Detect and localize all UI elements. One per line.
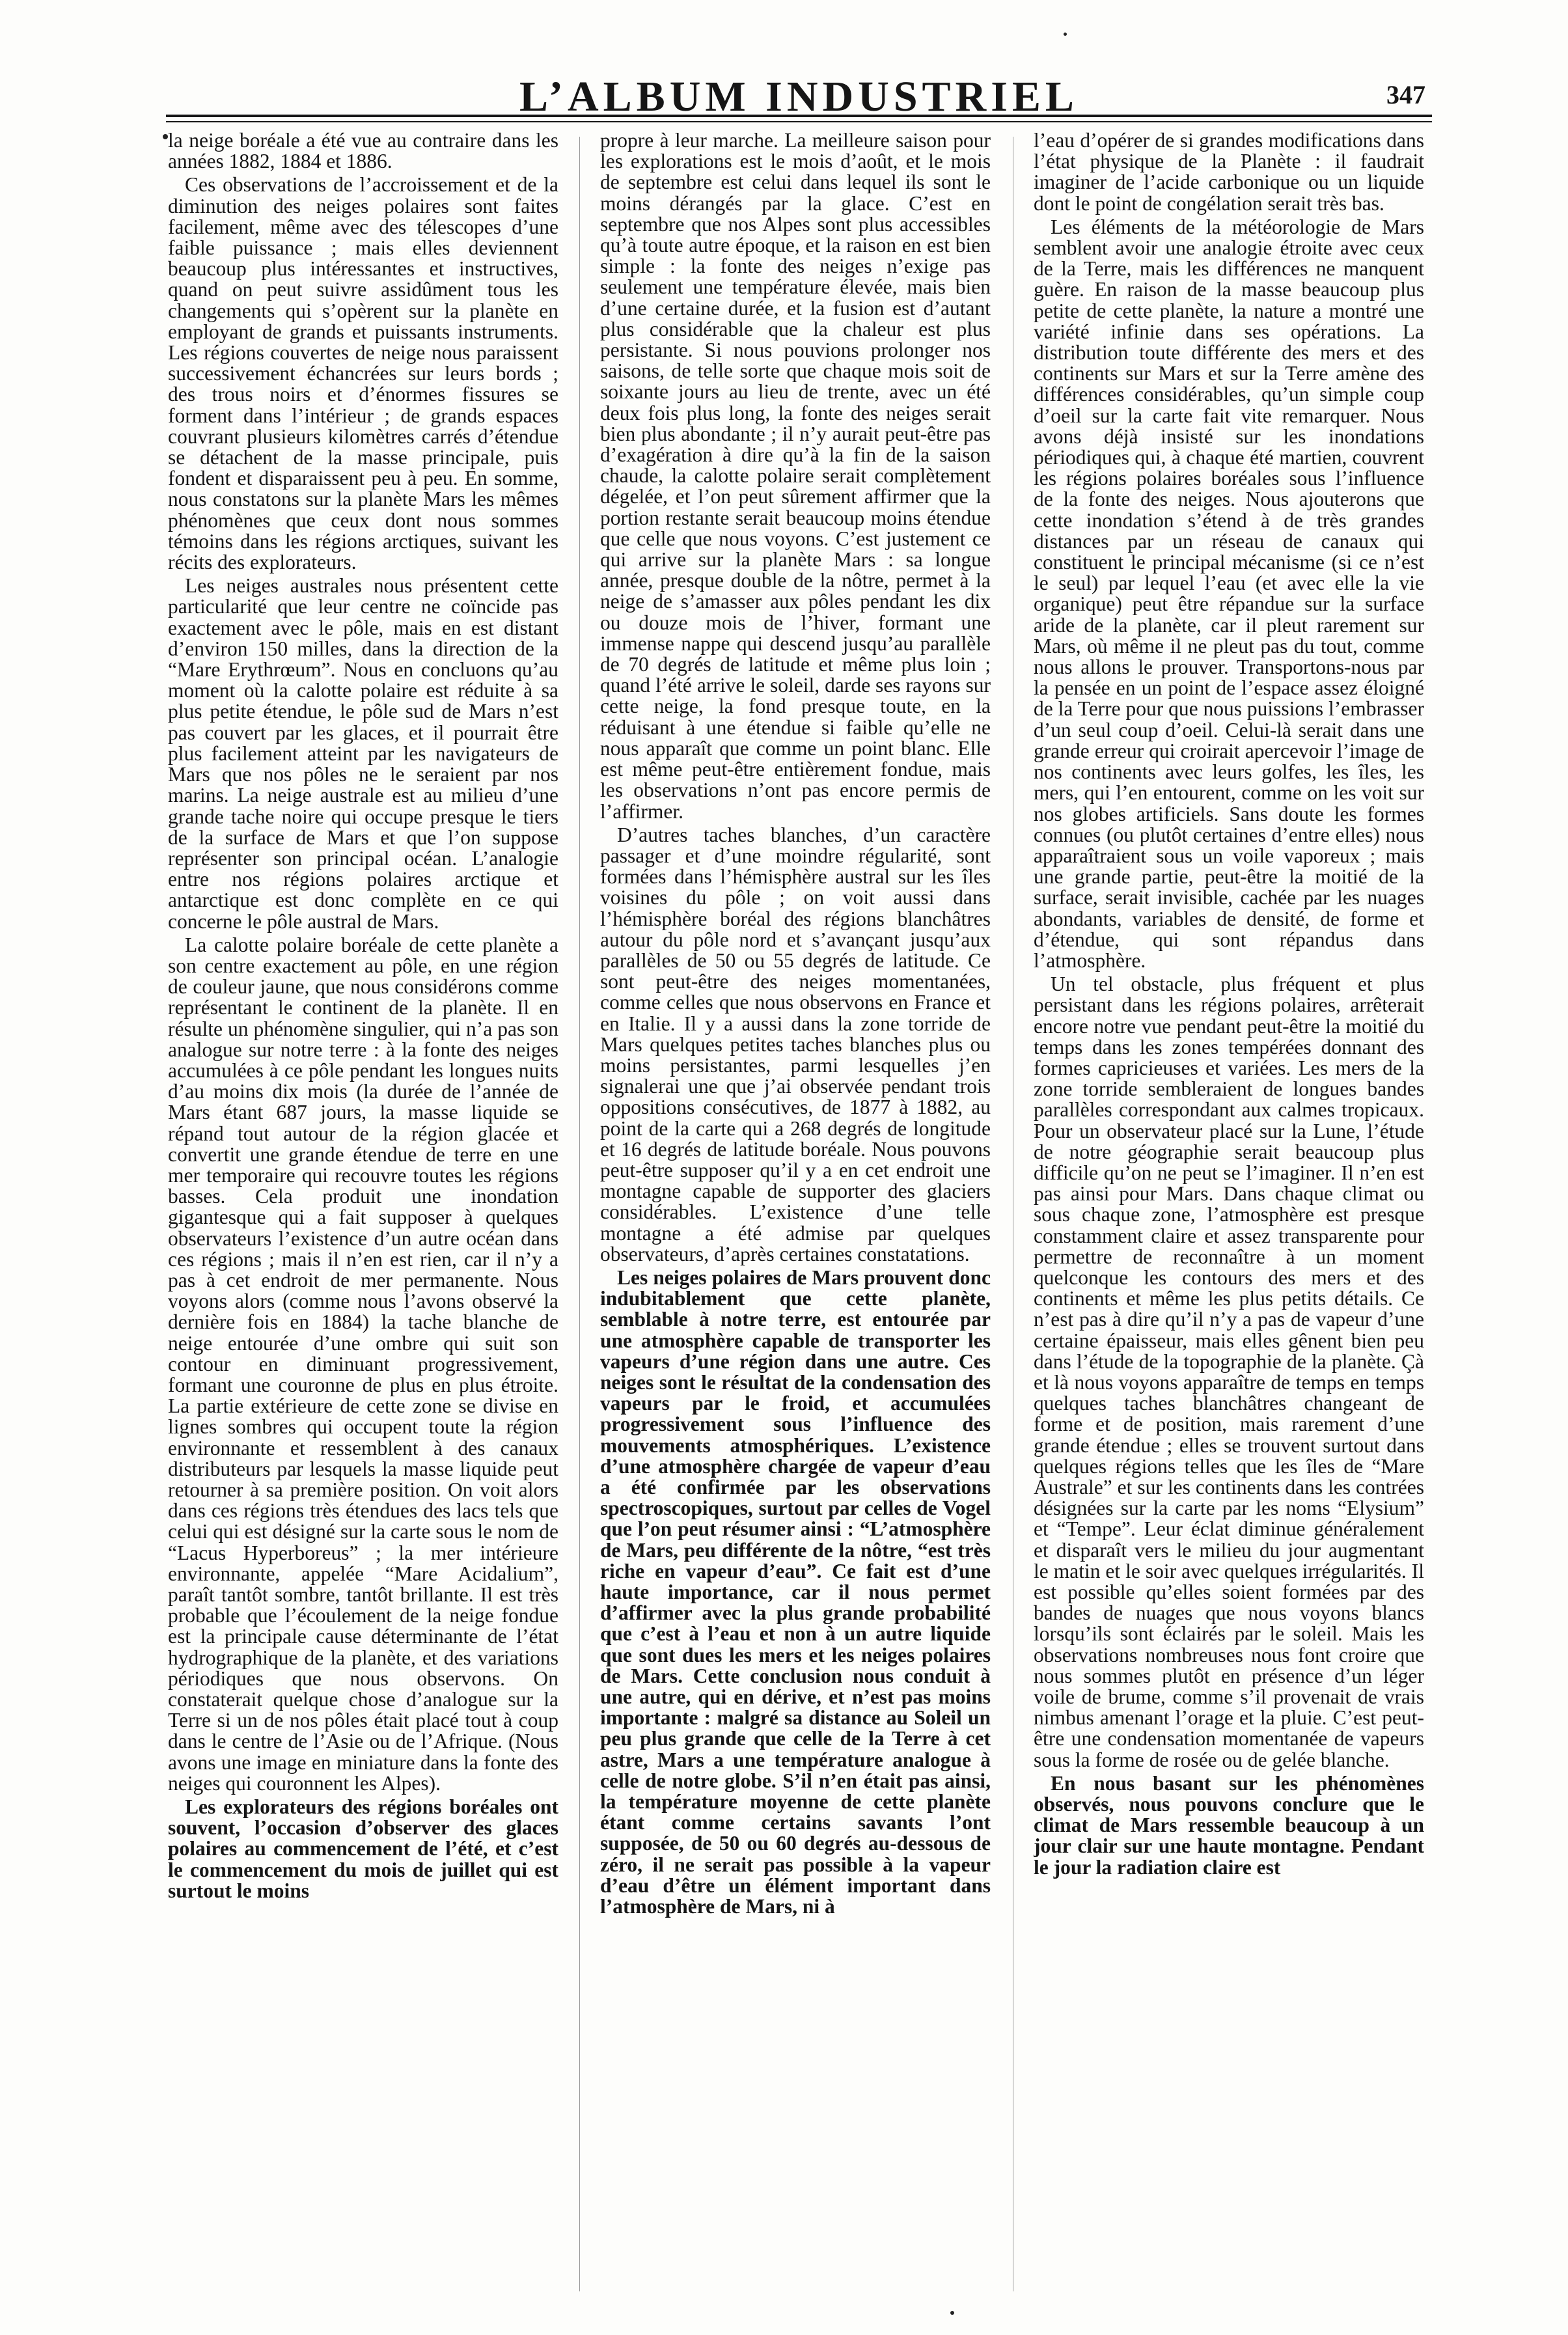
paragraph: Les neiges australes nous présentent cette particularité que leur centre ne coïncide pas exactement avec le pôle, mais en est distant d’environ 150 milles, dans la direction de la “Mare Erythrœum”. Nous en concluons qu’au moment où la calotte polaire est réduite à sa plus petite étendue, le pôle sud de Mars n’est pas couvert par les glaces, et il pourrait être plus facilement atteint par les navigateurs de Mars que nos pôles ne le seraient par nos marins. La neige australe est au milieu d’une grande tache noire qui occupe presque le tiers de la surface de Mars et que l’on suppose représenter son principal océan. L’analogie entre nos régions polaires arctique et antarctique est donc complète en ce qui concerne le pôle austral de Mars. <box>168 574 558 933</box>
paragraph: la neige boréale a été vue au contraire dans les années 1882, 1884 et 1886. <box>168 130 558 173</box>
print-mark <box>950 2311 954 2315</box>
header-rule-thin <box>166 121 1432 122</box>
text-column-2 <box>600 130 991 2298</box>
paragraph: Ces observations de l’accroissement et de la diminution des neiges polaires sont faites facilement, même avec des télescopes d’une faible puissance ; mais elles deviennent beaucoup plus intéressantes et instructives, quand on peut suivre assidûment tous les changements qui s’opèrent sur la planète en employant de grands et puissants instruments. Les régions couvertes de neige nous paraissent successivement échancrées sur leurs bords ; des trous noirs et d’énormes fissures se forment dans l’intérieur ; de grands espaces couvrant plusieurs kilomètres carrés d’étendue se détachent de la masse principale, puis fondent et disparaissent peu à peu. En somme, nous constatons sur la planète Mars les mêmes phénomènes que ceux dont nous sommes témoins dans les régions arctiques, suivant les récits des explorateurs. <box>168 173 558 574</box>
paragraph: propre à leur marche. La meilleure saison pour les explorations est le mois d’août, et le mois de septembre est celui dans lequel ils sont le moins dérangés par la glace. C’est en septembre que nos Alpes sont plus accessibles qu’à toute autre époque, et la raison en est bien simple : la fonte des neiges n’exige pas seulement une température élevée, mais bien d’une certaine durée, et la fusion est d’autant plus considérable que la chaleur est plus persistante. Si nous pouvions prolonger nos saisons, de telle sorte que chaque mois soit de soixante jours au lieu de trente, avec un été deux fois plus long, la fonte des neiges serait bien plus abondante ; il n’y aurait peut-être pas d’exagération à dire qu’à la fin de la saison chaude, la calotte polaire serait complètement dégelée, et l’on peut sûrement affirmer que la portion restante serait beaucoup moins étendue que celle que nous voyons. C’est justement ce qui arrive sur la planète Mars : sa longue année, presque double de la nôtre, permet à la neige de s’amasser aux pôles pendant les dix ou douze mois de l’hiver, formant une immense nappe qui descend jusqu’au parallèle de 70 degrés de latitude et même plus loin ; quand l’été arrive le soleil, darde ses rayons sur cette neige, la fond presque toute, en la réduisant à une étendue si faible qu’elle ne nous apparaît que comme un point blanc. Elle est même peut-être entièrement fondue, mais les observations n’ont pas encore permis de l’affirmer. <box>600 130 991 823</box>
paragraph: l’eau d’opérer de si grandes modifications dans l’état physique de la Planète : il faudrait imaginer de l’acide carbonique ou un liquide dont le point de congélation serait très bas. <box>1034 130 1424 215</box>
paragraph: Les explorateurs des régions boréales ont souvent, l’occasion d’observer des glaces polaires au commencement de l’été, et c’est le commencement du mois de juillet qui est surtout le moins <box>168 1795 558 1902</box>
paragraph: Les neiges polaires de Mars prouvent donc indubitablement que cette planète, semblable à notre terre, est entourée par une atmosphère capable de transporter les vapeurs d’une région dans une autre. Ces neiges sont le résultat de la condensation des vapeurs par le froid, et accumulées progressivement sous l’influence des mouvements atmosphériques. L’existence d’une atmosphère chargée de vapeur d’eau a été confirmée par les observations spectroscopiques, surtout par celles de Vogel que l’on peut résumer ainsi : “L’atmosphère de Mars, peu différente de la nôtre, “est très riche en vapeur d’eau”. Ce fait est d’une haute importance, car il nous permet d’affirmer avec la plus grande probabilité que c’est à l’eau et non à un autre liquide que sont dues les mers et les neiges polaires de Mars. Cette conclusion nous conduit à une autre, qui en dérive, et n’est pas moins importante : malgré sa distance au Soleil un peu plus grande que celle de la Terre à cet astre, Mars a une température analogue à celle de notre globe. S’il n’en était pas ainsi, la température moyenne de cette planète étant comme certains savants l’ont supposée, de 50 ou 60 degrés au-dessous de zéro, il ne serait pas possible à la vapeur d’eau d’être un élément important dans l’atmosphère de Mars, ni à <box>600 1265 991 1918</box>
page-number: 347 <box>1386 80 1425 109</box>
text-column-1 <box>168 130 558 2298</box>
text-column-3 <box>1034 130 1424 2298</box>
publication-title: L’ALBUM INDUSTRIEL <box>519 73 1079 120</box>
paragraph: Un tel obstacle, plus fréquent et plus persistant dans les régions polaires, arrêterait encore notre vue pendant peut-être la moitié du temps dans les zones tempérées donnant des formes capricieuses et variées. Les mers de la zone torride sembleraient de longues bandes parallèles correspondant aux calmes tropicaux. Pour un observateur placé sur la Lune, l’étude de notre géographie serait beaucoup plus difficile qu’on ne peut se l’imaginer. Il n’en est pas ainsi pour Mars. Dans chaque climat ou sous chaque zone, l’atmosphère est presque constamment claire et assez transparente pour permettre de reconnaître à un moment quelconque les contours des mers et des continents et même les plus petits détails. Ce n’est pas à dire qu’il n’y a pas de vapeur d’une certaine épaisseur, mais elles gênent bien peu dans l’étude de la topographie de la planète. Çà et là nous voyons apparaître de temps en temps quelques taches blanchâtres changeant de forme et de position, mais rarement d’une grande étendue ; elles se trouvent surtout dans quelques régions telles que les îles de “Mare Australe” et sur les continents dans les contrées désignées sur la carte par les noms “Elysium” et “Tempe”. Leur éclat diminue généralement et disparaît vers le milieu du jour augmentant le matin et le soir avec quelques irrégularités. Il est possible qu’elles soient formées par des bandes de nuages que nous voyons blancs lorsqu’ils sont éclairés par le soleil. Mais les observations nombreuses nous font croire que nous sommes plutôt en présence d’un léger voile de brume, comme s’il provenait de vrais nimbus amenant l’orage et la pluie. C’est peut-être une condensation momentanée de vapeurs sous la forme de rosée ou de gelée blanche. <box>1034 973 1424 1771</box>
print-mark <box>163 134 168 139</box>
paragraph: D’autres taches blanches, d’un caractère passager et d’une moindre régularité, sont formées dans l’hémisphère austral sur les îles voisines du pôle ; on voit aussi dans l’hémisphère boréal des régions blanchâtres autour du pôle nord et s’avançant jusqu’aux parallèles de 50 ou 55 degrés de latitude. Ce sont peut-être des neiges momentanées, comme celles que nous observons en France et en Italie. Il y a aussi dans la zone torride de Mars quelques petites taches blanches plus ou moins persistantes, parmi lesquelles j’en signalerai une que j’ai observée pendant trois oppositions consécutives, de 1877 à 1882, au point de la carte qui a 268 degrés de longitude et 16 degrés de latitude boréale. Nous pouvons peut-être supposer qu’il y a en cet endroit une montagne capable de supporter des glaciers considérables. L’existence d’une telle montagne a été admise par quelques observateurs, d’après certaines constatations. <box>600 823 991 1265</box>
paragraph: En nous basant sur les phénomènes observés, nous pouvons conclure que le climat de Mars ressemble beaucoup à un jour clair sur une haute montagne. Pendant le jour la radiation claire est <box>1034 1771 1424 1879</box>
paragraph: Les éléments de la météorologie de Mars semblent avoir une analogie étroite avec ceux de la Terre, mais les différences ne manquent guère. En raison de la masse beaucoup plus petite de cette planète, la nature a montré une variété infinie dans ses opérations. La distribution toute différente des mers et des continents sur Mars et sur la Terre amène des différences considérables, qu’un simple coup d’oeil sur la carte fait vite remarquer. Nous avons déjà insisté sur les inondations périodiques qui, à chaque été martien, couvrent les régions polaires boréales sous l’influence de la fonte des neiges. Nous ajouterons que cette inondation s’étend à de très grandes distances par un réseau de canaux qui constituent le principal mécanisme (si ce n’est le seul) par lequel l’eau (et avec elle la vie organique) peut être répandue sur la surface aride de la planète, car il pleut rarement sur Mars, où même il ne pleut pas du tout, comme nous allons le prouver. Transportons-nous par la pensée en un point de l’espace assez éloigné de la Terre pour que nous puissions l’embrasser d’un seul coup d’oeil. Celui-là serait dans une grande erreur qui croirait apercevoir l’image de nos continents avec leurs golfes, les îles, les mers, qui l’en entourent, comme on les voit sur nos globes artificiels. Sans doute les formes connues (ou plutôt certaines d’entre elles) nous apparaîtraient sous un voile vaporeux ; mais une grande partie, peut-être la moitié de la surface, serait invisible, cachée par les nuages abondants, variables de densité, de forme et d’étendue, qui sont répandus dans l’atmosphère. <box>1034 215 1424 972</box>
header-rule-thick <box>166 115 1432 117</box>
print-mark <box>1064 33 1067 36</box>
paragraph: La calotte polaire boréale de cette planète a son centre exactement au pôle, en une région de couleur jaune, que nous considérons comme représentant le continent de la planète. Il en résulte un phénomène singulier, qui n’a pas son analogue sur notre terre : à la fonte des neiges accumulées à ce pôle pendant les longues nuits d’au moins dix mois (la durée de l’année de Mars étant 687 jours, la masse liquide se répand tout autour de la région glacée et convertit une grande étendue de terre en une mer temporaire qui recouvre toutes les régions basses. Cela produit une inondation gigantesque qui a fait supposer à quelques observateurs l’existence d’un autre océan dans ces régions ; mais il n’en est rien, car il n’y a pas à cet endroit de mer permanente. Nous voyons alors (comme nous l’avons observé la dernière fois en 1884) la tache blanche de neige entourée d’une ombre qui suit son contour en diminuant progressivement, formant une couronne de plus en plus étroite. La partie extérieure de cette zone se divise en lignes sombres qui occupent toute la région environnante et ressemblent à des canaux distributeurs par lesquels la masse liquide peut retourner à sa première position. On voit alors dans ces régions très étendues des lacs tels que celui qui est désigné sur la carte sous le nom de “Lacus Hyperboreus” ; la mer intérieure environnante, appelée “Mare Acidalium”, paraît tantôt sombre, tantôt brillante. Il est très probable que l’écoulement de la neige fondue est la principale cause déterminante de l’état hydrographique de la planète, et des variations périodiques que nous observons. On constaterait quelque chose d’analogue sur la Terre si un de nos pôles était placé tout à coup dans le centre de l’Asie ou de l’Afrique. (Nous avons une image en miniature dans la fonte des neiges qui couronnent les Alpes). <box>168 933 558 1795</box>
column-divider <box>579 137 580 2291</box>
page-header <box>166 57 1432 120</box>
